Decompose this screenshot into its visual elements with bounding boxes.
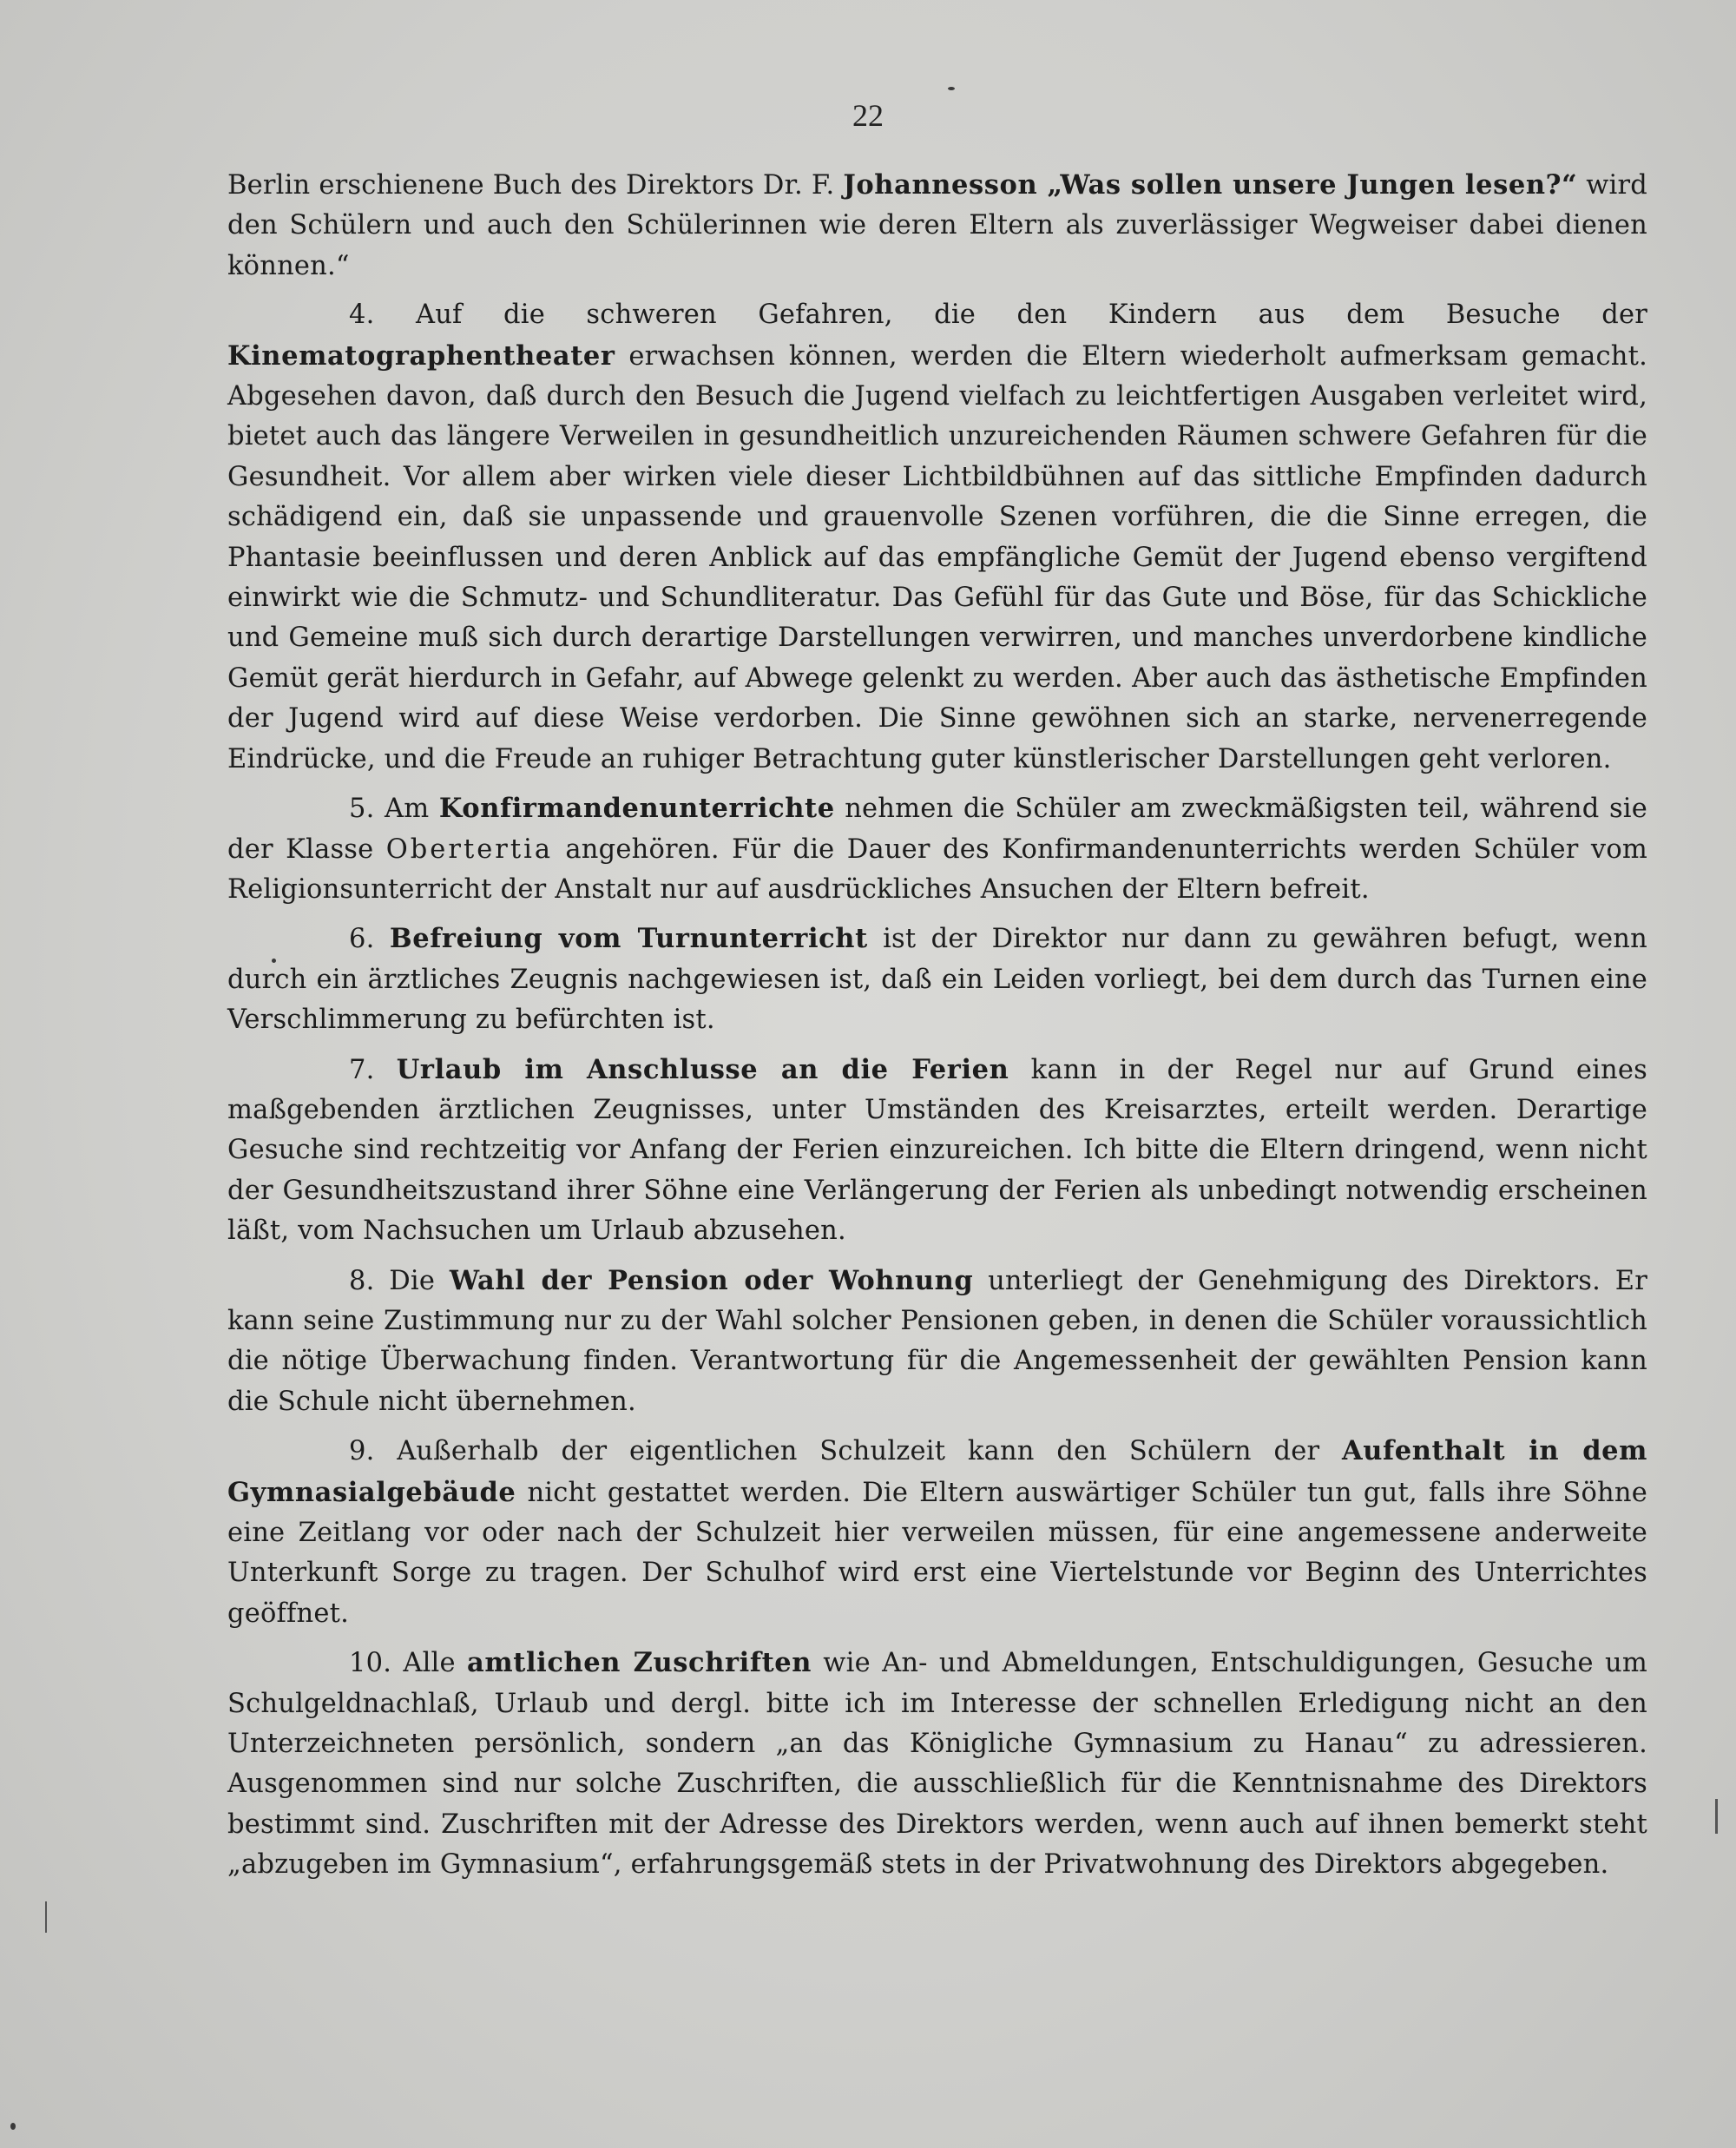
- scan-speck: [10, 2123, 16, 2130]
- paragraph-continuation: [227, 165, 1647, 287]
- text-run: 8. Die: [349, 1265, 450, 1296]
- text-run: erwachsen können, werden die Eltern wiederholt aufmerksam gemacht. Abgesehen davon, daß durch den Besuch die Jugend vielfach zu leichtfertigen Ausgaben verleitet wird, bietet auch das längere Verweilen in gesundheitlich unzureichenden Räumen schwere Gefahren für die Gesundheit. Vor allem aber wirken viele dieser Lichtbildbühnen auf das sittliche Empfinden dadurch schädigend ein, daß sie unpassende und grauenvolle Szenen vorführen, die die Sinne erregen, die Phantasie beeinflussen und deren Anblick auf das empfängliche Gemüt der Jugend ebenso vergiftend einwirkt wie die Schmutz- und Schundliteratur. Das Gefühl für das Gute und Böse, für das Schickliche und Gemeine muß sich durch derartige Darstellungen verwirren, und manches unverdorbene kindliche Gemüt gerät hierdurch in Gefahr, auf Abwege gelenkt zu werden. Aber auch das ästhetische Empfinden der Jugend wird auf diese Weise verdorben. Die Sinne gewöhnen sich an starke, nervenerregende Eindrücke, und die Freude an ruhiger Betrachtung guter künstlerischer Darstellungen geht verloren.: [227, 340, 1647, 774]
- emphasized-term: Aufenthalt in dem Gymnasialgebäude: [227, 1435, 1647, 1508]
- emphasized-term: Johannesson „Was sollen unsere Jungen lesen?“: [843, 169, 1578, 201]
- text-run: 7.: [349, 1054, 397, 1085]
- text-run: 9. Außerhalb der eigentlichen Schulzeit kann den Schülern der: [349, 1436, 1342, 1467]
- text-run: 4. Auf die schweren Gefahren, die den Kindern aus dem Besuche der: [349, 300, 1647, 331]
- scan-edge-mark: [1715, 1799, 1718, 1834]
- text-run: unterliegt der Genehmigung des Direktors. Er kann seine Zustimmung nur zu der Wahl solcher Pensionen geben, in denen die Schüler voraussichtlich die nötige Überwachung finden. Verantwortung für die Angemessenheit der gewählten Pension kann die Schule nicht übernehmen.: [227, 1265, 1647, 1417]
- emphasized-term: Kinematographentheater: [227, 339, 615, 372]
- paragraph-5-konfirmandenunterricht: [227, 788, 1647, 910]
- paragraph-7-urlaub: [227, 1050, 1647, 1252]
- emphasized-term: Konfirmandenunterrichte: [438, 793, 835, 825]
- text-run: wie An- und Abmeldungen, Entschuldigungen, Gesuche um Schulgeldnachlaß, Urlaub und dergl. bitte ich im Interesse der schnellen Erledigung nicht an den Unterzeichneten persönlich, sondern „an das Königliche Gymnasium zu Hanau“ zu adressieren. Ausgenommen sind nur solche Zuschriften, die ausschließlich für die Kenntnisnahme des Direktors bestimmt sind. Zuschriften mit der Adresse des Direktors werden, wenn auch auf ihnen bemerkt steht „abzugeben im Gymnasium“, erfahrungsgemäß stets in der Privatwohnung des Direktors abgegeben.: [227, 1648, 1647, 1881]
- paragraph-4-kinematographentheater: [227, 295, 1647, 780]
- body-text: [227, 165, 1647, 1894]
- text-run: 10. Alle: [349, 1648, 468, 1679]
- paragraph-9-aufenthalt: [227, 1431, 1647, 1634]
- paragraph-8-pension: [227, 1261, 1647, 1423]
- scan-speck: [948, 87, 955, 90]
- paragraph-10-zuschriften: [227, 1643, 1647, 1885]
- text-run: wird den Schülern und auch den Schülerinnen wie deren Eltern als zuverlässiger Wegweiser dabei dienen können.“: [227, 170, 1647, 281]
- text-run: nicht gestattet werden. Die Eltern auswärtiger Schüler tun gut, falls ihre Söhne eine Zeitlang vor oder nach der Schulzeit hier verweilen müssen, für eine angemessene anderweite Unterkunft Sorge zu tragen. Der Schulhof wird erst eine Viertelstunde vor Beginn des Unterrichtes geöffnet.: [227, 1477, 1647, 1629]
- text-run: 5. Am: [349, 794, 439, 825]
- text-run: 6.: [349, 924, 390, 955]
- emphasized-term: amtlichen Zuschriften: [467, 1647, 812, 1679]
- text-run: nehmen die Schüler am zweckmäßigsten teil, während sie der Klasse: [227, 794, 1647, 865]
- emphasized-term: Urlaub im Anschlusse an die Ferien: [396, 1053, 1009, 1085]
- scan-edge-mark: [45, 1901, 47, 1933]
- text-run: ist der Direktor nur dann zu gewähren befugt, wenn durch ein ärztliches Zeugnis nachgewiesen ist, daß ein Leiden vorliegt, bei dem durch das Turnen eine Verschlimmerung zu befürchten ist.: [227, 924, 1647, 1036]
- emphasized-term: Befreiung vom Turnunterricht: [389, 923, 868, 955]
- emphasized-term: Wahl der Pension oder Wohnung: [449, 1264, 974, 1296]
- text-run: angehören. Für die Dauer des Konfirmandenunterrichts werden Schüler vom Religionsunterricht der Anstalt nur auf ausdrückliches Ansuchen der Eltern befreit.: [227, 834, 1647, 905]
- page-number: 22: [852, 98, 884, 133]
- scan-speck: [272, 959, 276, 963]
- paragraph-6-turnunterricht: [227, 919, 1647, 1040]
- text-run: Berlin erschienene Buch des Direktors Dr. F.: [227, 170, 844, 201]
- spaced-term: Obertertia: [385, 834, 554, 865]
- text-run: kann in der Regel nur auf Grund eines maßgebenden ärztlichen Zeugnisses, unter Umständen des Kreisarztes, erteilt werden. Derartige Gesuche sind rechtzeitig vor Anfang der Ferien einzureichen. Ich bitte die Eltern dringend, wenn nicht der Gesundheitszustand ihrer Söhne eine Verlängerung der Ferien als unbedingt notwendig erscheinen läßt, vom Nachsuchen um Urlaub abzusehen.: [227, 1054, 1647, 1247]
